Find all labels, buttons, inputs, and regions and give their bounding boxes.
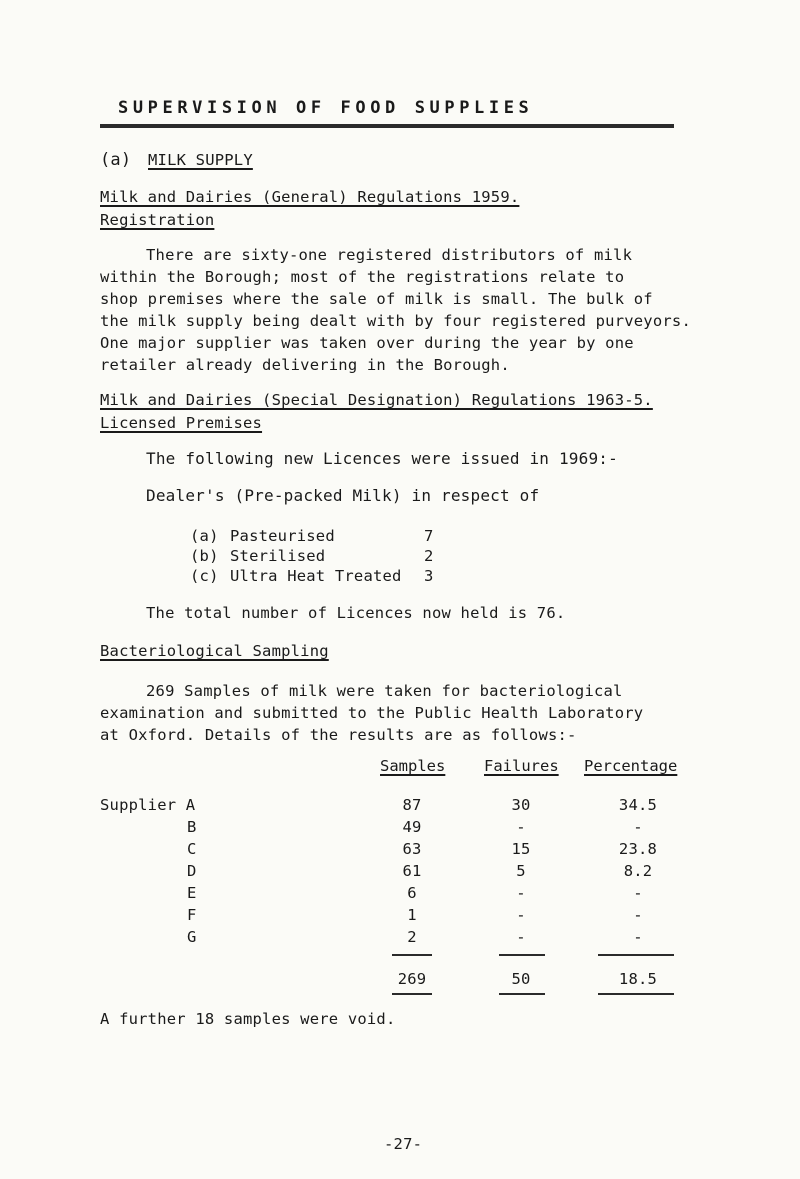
- samples-cell: 2: [407, 928, 417, 946]
- percentage-total-rule-bottom: [598, 993, 674, 995]
- samples-cell: 1: [407, 906, 417, 924]
- percentage-cell: 34.5: [618, 796, 658, 814]
- supplier-name: E: [187, 884, 197, 902]
- licence-item-count: 7: [424, 527, 434, 545]
- supplier-name: D: [187, 862, 197, 880]
- col-samples-header: Samples: [380, 757, 446, 775]
- samples-cell: 49: [402, 818, 422, 836]
- void-samples-note: A further 18 samples were void.: [100, 1010, 396, 1028]
- licence-item-count: 2: [424, 547, 434, 565]
- section-heading: MILK SUPPLY: [148, 151, 253, 169]
- licence-item-name: Pasteurised: [230, 527, 335, 545]
- samples-total: 269: [397, 970, 427, 988]
- licence-item-label: (c): [190, 567, 219, 585]
- col-failures-header: Failures: [484, 757, 559, 775]
- supplier-name: Supplier A: [100, 796, 196, 814]
- failures-total-rule-top: [499, 954, 545, 956]
- samples-total-rule-top: [392, 954, 432, 956]
- percentage-total-rule-top: [598, 954, 674, 956]
- percentage-cell: 23.8: [618, 840, 658, 858]
- regs1-line-2: within the Borough; most of the registrations relate to: [100, 268, 625, 286]
- failures-cell: 5: [516, 862, 526, 880]
- licence-item-name: Sterilised: [230, 547, 326, 565]
- percentage-cell: -: [633, 818, 643, 836]
- failures-cell: -: [516, 906, 526, 924]
- samples-cell: 6: [407, 884, 417, 902]
- percentage-cell: -: [633, 884, 643, 902]
- failures-cell: 30: [511, 796, 531, 814]
- samples-cell: 87: [402, 796, 422, 814]
- bact-heading: Bacteriological Sampling: [100, 642, 329, 660]
- title-rule: [100, 124, 674, 128]
- samples-total-rule-bottom: [392, 993, 432, 995]
- failures-cell: 15: [511, 840, 531, 858]
- percentage-cell: 8.2: [623, 862, 653, 880]
- bact-line-3: at Oxford. Details of the results are as follows:-: [100, 726, 577, 744]
- regs1-subheading: Registration: [100, 211, 215, 229]
- samples-cell: 63: [402, 840, 422, 858]
- licence-item-label: (b): [190, 547, 219, 565]
- percentage-cell: -: [633, 906, 643, 924]
- supplier-name: F: [187, 906, 197, 924]
- failures-total: 50: [511, 970, 531, 988]
- regs2-heading: Milk and Dairies (Special Designation) Regulations 1963-5.: [100, 391, 653, 409]
- regs1-heading: Milk and Dairies (General) Regulations 1959.: [100, 188, 520, 206]
- page-number: -27-: [384, 1135, 423, 1153]
- licences-total: The total number of Licences now held is 76.: [146, 604, 566, 622]
- dealer-line: Dealer's (Pre-packed Milk) in respect of: [146, 486, 540, 505]
- bact-line-2: examination and submitted to the Public Health Laboratory: [100, 704, 644, 722]
- failures-cell: -: [516, 928, 526, 946]
- supplier-name: G: [187, 928, 197, 946]
- supplier-name: C: [187, 840, 197, 858]
- regs1-line-5: One major supplier was taken over during the year by one: [100, 334, 634, 352]
- regs1-line-6: retailer already delivering in the Borough.: [100, 356, 510, 374]
- supplier-name: B: [187, 818, 197, 836]
- section-label: (a): [100, 150, 132, 170]
- page-title: SUPERVISION OF FOOD SUPPLIES: [118, 98, 534, 118]
- regs1-line-4: the milk supply being dealt with by four registered purveyors.: [100, 312, 691, 330]
- regs1-line-3: shop premises where the sale of milk is small. The bulk of: [100, 290, 653, 308]
- percentage-cell: -: [633, 928, 643, 946]
- licence-item-label: (a): [190, 527, 219, 545]
- regs2-subheading: Licensed Premises: [100, 414, 263, 432]
- percentage-total: 18.5: [618, 970, 658, 988]
- failures-cell: -: [516, 884, 526, 902]
- bact-line-1: 269 Samples of milk were taken for bacteriological: [146, 682, 623, 700]
- col-percentage-header: Percentage: [584, 757, 678, 775]
- licences-intro: The following new Licences were issued in 1969:-: [146, 449, 618, 468]
- licence-item-name: Ultra Heat Treated: [230, 567, 402, 585]
- licence-item-count: 3: [424, 567, 434, 585]
- failures-total-rule-bottom: [499, 993, 545, 995]
- samples-cell: 61: [402, 862, 422, 880]
- failures-cell: -: [516, 818, 526, 836]
- regs1-line-1: There are sixty-one registered distributors of milk: [146, 246, 633, 264]
